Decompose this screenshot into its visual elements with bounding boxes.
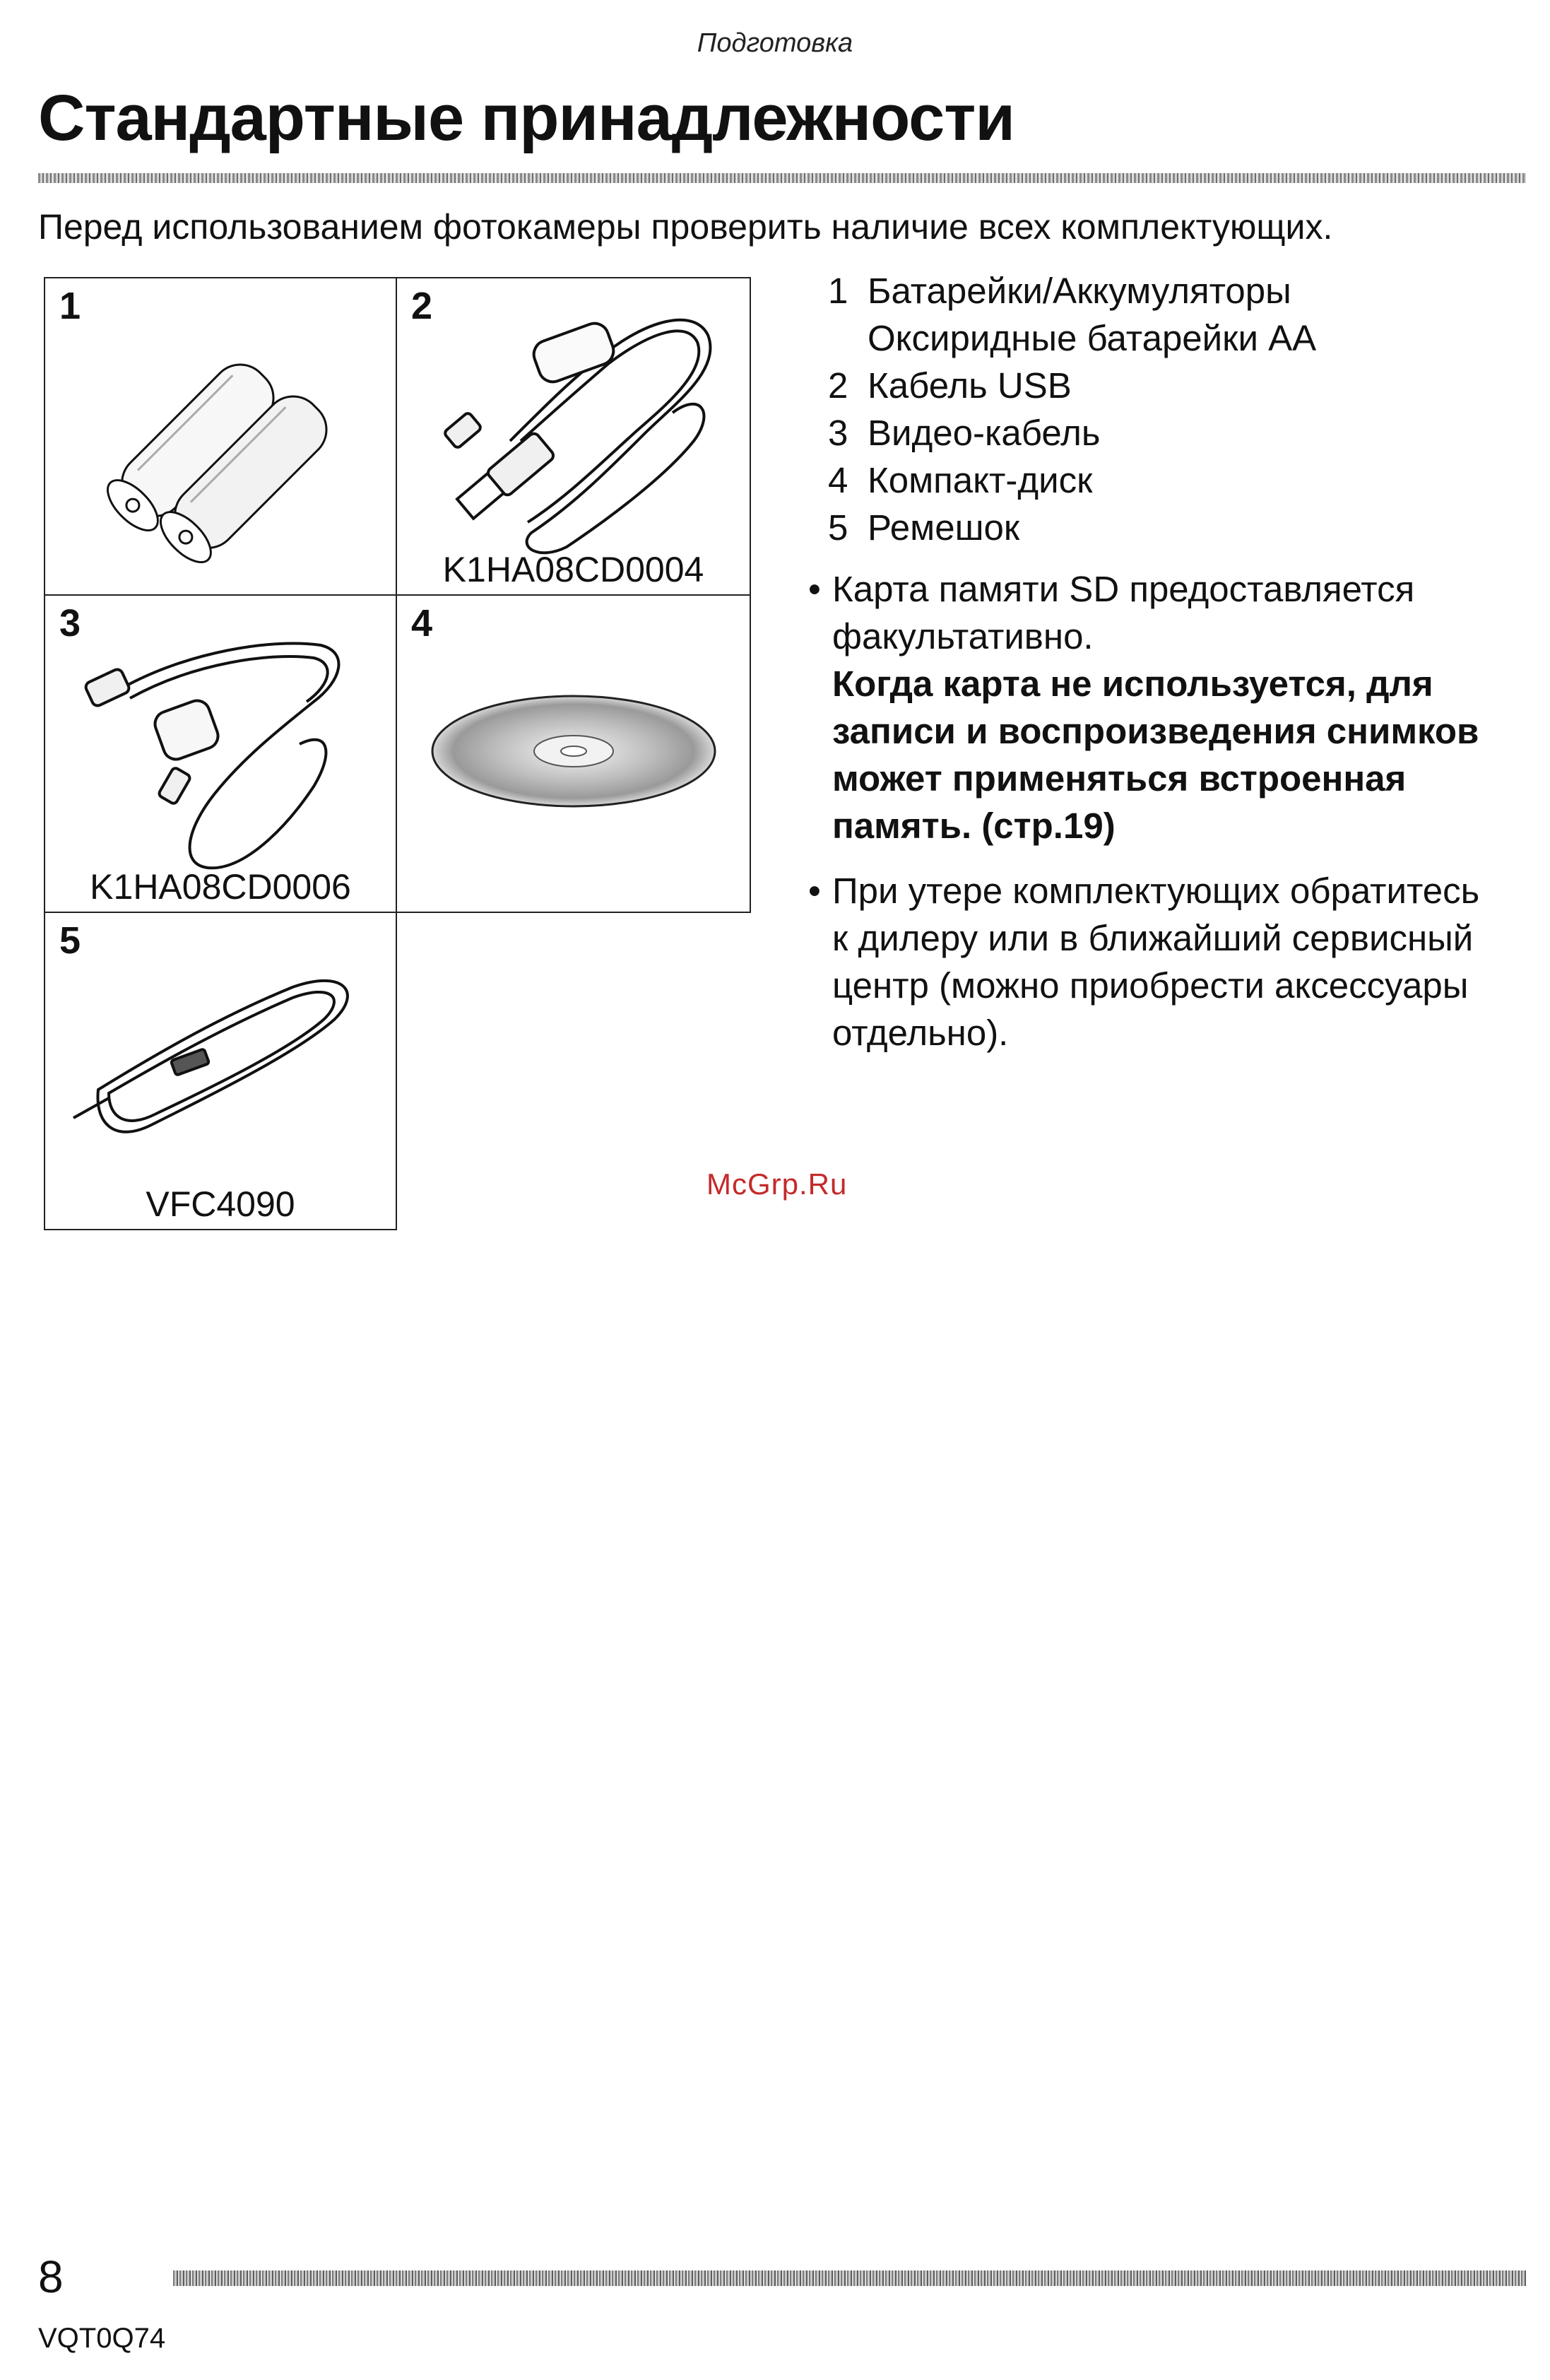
- cell-number: 5: [59, 919, 81, 962]
- note-line: отдельно).: [832, 1013, 1009, 1053]
- cd-disc-icon: [397, 596, 752, 914]
- grid-cell-strap: [44, 912, 397, 1230]
- cell-number: 4: [411, 602, 433, 644]
- list-item-sub: Оксиридные батарейки АА: [868, 318, 1317, 358]
- sd-card-note: [808, 565, 1479, 849]
- watermark: McGrp.Ru: [706, 1167, 848, 1201]
- note-line-bold: может применяться встроенная: [832, 758, 1407, 799]
- section-label: Подготовка: [697, 28, 853, 58]
- part-code: VFC4090: [146, 1184, 295, 1224]
- accessory-list: [828, 267, 1316, 551]
- note-line-bold: записи и воспроизведения снимков: [832, 711, 1479, 751]
- list-item: 4 Компакт-диск: [828, 460, 1093, 500]
- bullet-icon: •: [808, 569, 821, 609]
- cell-number: 2: [411, 285, 433, 327]
- grid-cell-cd: [396, 594, 751, 913]
- note-line-bold: память. (стр.19): [832, 806, 1116, 846]
- part-code: K1HA08CD0006: [90, 867, 351, 907]
- cell-number: 3: [59, 602, 81, 644]
- note-line: к дилеру или в ближайший сервисный: [832, 918, 1474, 958]
- list-item: 5 Ремешок: [828, 507, 1020, 548]
- batteries-icon: [45, 278, 398, 597]
- page-title: Стандартные принадлежности: [38, 82, 1014, 154]
- grid-cell-video-cable: [44, 594, 397, 913]
- note-line: При утере комплектующих обратитесь: [832, 871, 1480, 911]
- part-code: K1HA08CD0004: [442, 550, 704, 589]
- grid-cell-usb-cable: [396, 277, 751, 596]
- note-line: Карта памяти SD предоставляется: [832, 569, 1415, 609]
- list-item: 1 Батарейки/Аккумуляторы: [828, 271, 1291, 311]
- cell-number: 1: [59, 285, 81, 327]
- loss-note: [808, 867, 1480, 1056]
- list-item: 3 Видео-кабель: [828, 413, 1101, 453]
- note-line-bold: Когда карта не используется, для: [832, 664, 1433, 704]
- footer-divider: [173, 2270, 1526, 2286]
- note-line: факультативно.: [832, 616, 1094, 656]
- grid-cell-batteries: [44, 277, 397, 596]
- model-code: VQT0Q74: [38, 2323, 166, 2354]
- intro-text: Перед использованием фотокамеры проверить наличие всех комплектующих.: [38, 207, 1333, 247]
- page-number: 8: [38, 2251, 64, 2302]
- bullet-icon: •: [808, 871, 821, 911]
- note-line: центр (можно приобрести аксессуары: [832, 965, 1469, 1006]
- list-item: 2 Кабель USB: [828, 365, 1072, 406]
- title-divider: [38, 173, 1526, 183]
